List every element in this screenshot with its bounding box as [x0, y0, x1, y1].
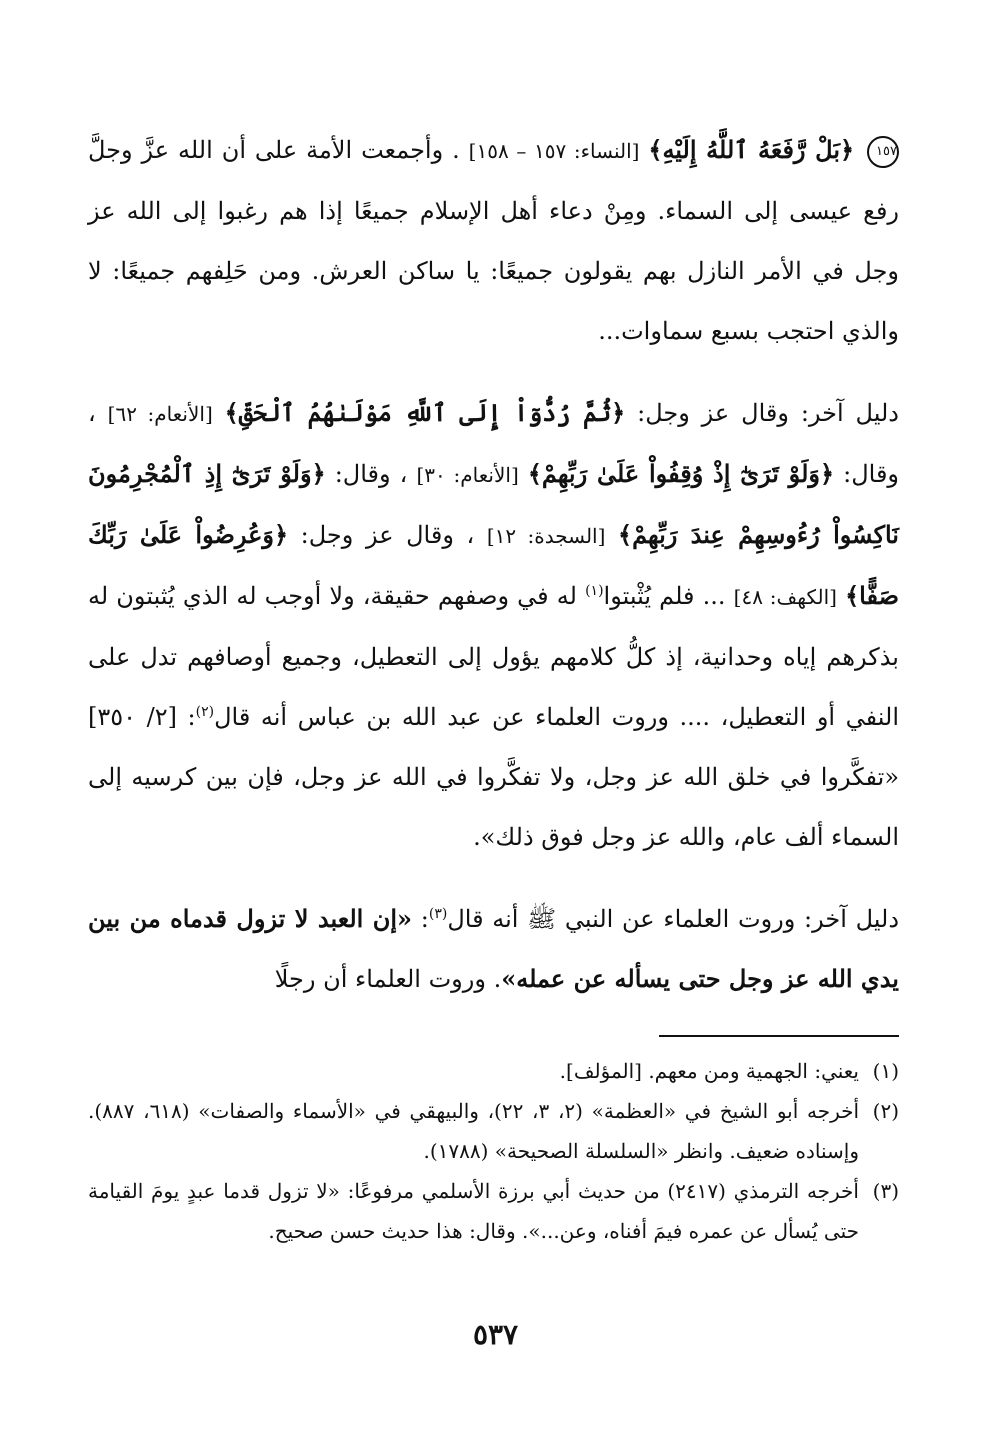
verse-reference: [الأنعام: ٦٢] — [107, 402, 213, 426]
footnote-marker[interactable]: (٢) — [195, 704, 215, 720]
paragraph-3 — [88, 889, 899, 1009]
paragraph-text: له في وصفهم حقيقة، ولا أوجب له الذي يُثبتون له بذكرهم إياه وحدانية، إذ كلُّ كلامهم يؤول إلى التعطيل، وجميع أوصافهم تدل على النفي أو التعطيل، .... وروت العلماء عن عبد الله بن عباس أنه قال — [88, 582, 900, 731]
footnote-marker[interactable]: (٣) — [428, 906, 448, 922]
page-number: ٥٣٧ — [472, 1318, 519, 1351]
paragraph-text: . وأجمعت الأمة على أن الله عزَّ وجلَّ رفع عيسى إلى السماء. ومِنْ دعاء أهل الإسلام جميعًا إذا هم رغبوا إلى الله عز وجل في الأمر النازل بهم يقولون جميعًا: يا ساكن العرش. ومن حَلِفهم جميعًا: لا والذي احتجب بسبع سماوات... — [88, 136, 900, 345]
quran-verse: ﴿بَلْ رَّفَعَهُ ٱللَّهُ إِلَيْهِ﴾ — [648, 135, 855, 164]
paragraph-text: ، وقال عز وجل: — [288, 521, 475, 549]
footnote-text: يعني: الجهمية ومن معهم. [المؤلف]. — [559, 1059, 859, 1083]
footnote-3 — [88, 1171, 899, 1251]
footnote-number: (٢) — [872, 1099, 899, 1123]
paragraph-2 — [88, 383, 899, 867]
footnotes — [88, 1051, 899, 1251]
footnote-number: (١) — [872, 1059, 899, 1083]
paragraph-text: . وروت العلماء أن رجلًا — [274, 965, 502, 993]
verse-reference: [السجدة: ١٢] — [486, 524, 606, 548]
paragraph-text: دليل آخر: وروت العلماء عن النبي ﷺ أنه قال — [447, 905, 900, 933]
paragraph-text: ... فلم يُثْبتوا — [603, 582, 726, 610]
footnote-1 — [88, 1051, 899, 1091]
footnote-text: أخرجه أبو الشيخ في «العظمة» (٢، ٣، ٢٢)، والبيهقي في «الأسماء والصفات» (٦١٨، ٨٨٧). وإسناده ضعيف. وانظر «السلسلة الصحيحة» (١٧٨٨). — [88, 1099, 860, 1163]
paragraph-text: : [٢/ ٣٥٠] «تفكَّروا في خلق الله عز وجل، ولا تفكَّروا في الله عز وجل، فإن بين كرسيه إلى السماء ألف عام، والله عز وجل فوق ذلك». — [88, 703, 899, 851]
quran-verse: ﴿ثُمَّ رُدُّوٓاْ إِلَى ٱللَّهِ مَوْلَىٰهُمُ ٱلْحَقِّ﴾ — [224, 398, 626, 427]
footnote-text: أخرجه الترمذي (٢٤١٧) من حديث أبي برزة الأسلمي مرفوعًا: «لا تزول قدما عبدٍ يومَ القيامة حتى يُسأل عن عمره فيمَ أفناه، وعن...». وقال: هذا حديث حسن صحيح. — [88, 1179, 859, 1243]
paragraph-text: ، وقال: — [88, 399, 900, 488]
paragraph-text: دليل آخر: وقال عز وجل: — [625, 399, 899, 427]
footnote-2 — [88, 1091, 899, 1171]
verse-reference: [الأنعام: ٣٠] — [416, 463, 519, 487]
hadith-quote: «إن العبد لا تزول قدماه من بين يدي الله عز وجل حتى يسأله عن عمله» — [88, 904, 899, 993]
quran-verse: ﴿وَلَوْ تَرَىٰٓ إِذِ ٱلْمُجْرِمُونَ نَاكِسُواْ رُءُوسِهِمْ عِندَ رَبِّهِمْ﴾ — [88, 459, 899, 549]
paragraph-text: ، وقال: — [325, 460, 408, 488]
footnote-divider — [659, 1035, 899, 1037]
footnote-marker[interactable]: (١) — [585, 583, 604, 599]
quran-verse: ﴿وَلَوْ تَرَىٰٓ إِذْ وُقِفُواْ عَلَىٰ رَبِّهِمْ﴾ — [527, 459, 835, 488]
verse-reference: [الكهف: ٤٨] — [733, 585, 837, 609]
footnote-number: (٣) — [872, 1179, 899, 1203]
verse-number-badge: ١٥٧ — [867, 136, 899, 168]
paragraph-text: : — [412, 905, 429, 933]
quran-verse: ﴿وَعُرِضُواْ عَلَىٰ رَبِّكَ صَفًّا﴾ — [88, 520, 899, 610]
verse-reference: [النساء: ١٥٧ – ١٥٨] — [468, 139, 640, 163]
paragraph-1 — [88, 120, 899, 361]
